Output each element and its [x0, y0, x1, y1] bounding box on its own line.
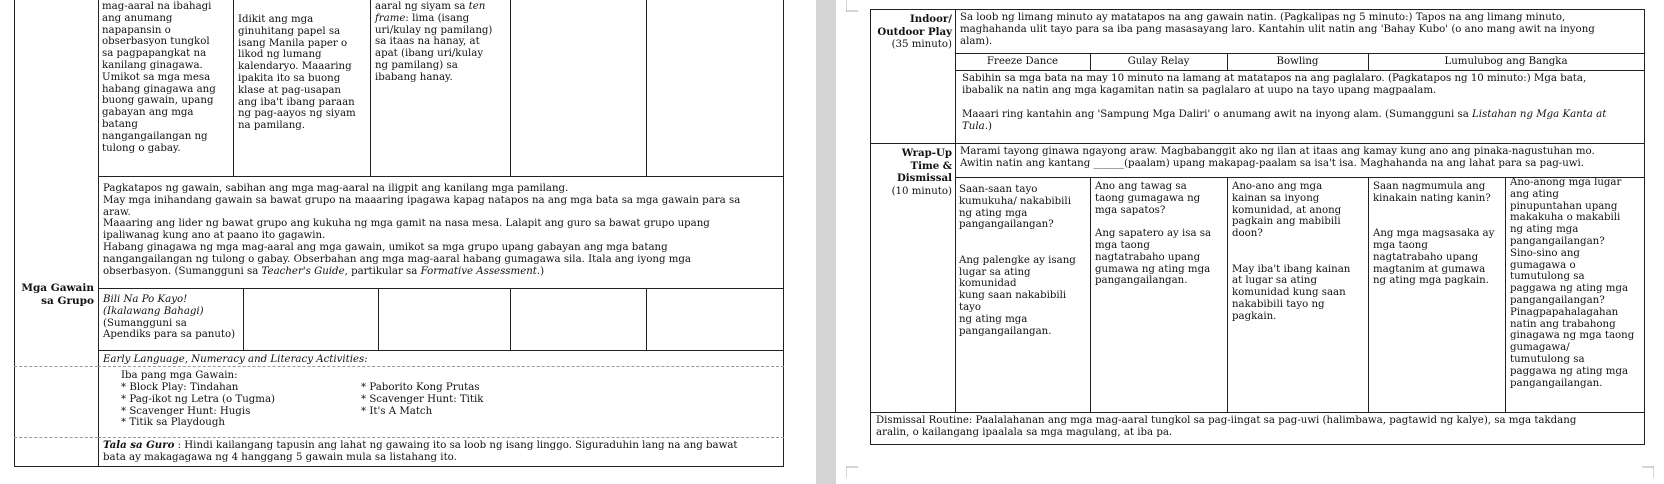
group-ref-teachers-guide: Teacher's Guide	[261, 265, 345, 277]
group-ref-mid: , partikular sa	[344, 265, 421, 277]
document-page-right	[836, 0, 1664, 484]
dashed-divider	[14, 366, 98, 367]
page-corner-mark	[1642, 466, 1654, 478]
col-divider	[233, 0, 234, 176]
col-divider	[370, 0, 371, 176]
wrap-intro-2b: (paalam) upang makapag-paalam sa isa't isa. Maghahanda na ang lahat para sa pag-uwi.	[1124, 158, 1585, 169]
row-divider	[955, 53, 1645, 54]
dashed-divider	[14, 437, 98, 438]
group-instructions	[103, 183, 781, 277]
wrap-intro-blank: ______	[1093, 158, 1125, 169]
group-instructions-body: Pagkatapos ng gawain, sabihan ang mga mag-aaral na iligpit ang kanilang mga pamilang. May mga inihandang gawain sa bawat grupo na maaaring ipagawa kapag natapos na ang mga bata sa mga gawain para sa araw. Maaaring ang lider ng bawat grupo ang kukuha ng mga gamit na nasa mesa. Lalapit ang guro sa bawat grupo upang ipaliwanag kung ano at paano ito gagawin. Habang ginagawa ng mga mag-aaral ang mga gawain, umikot sa mga grupo upang gabayan ang mga batang nangangailangan ng tulong o gabay. Obserbahan ang mga mag-aaral habang gumagawa sila. Itala ang iyong mga	[103, 183, 741, 265]
activity-item: * Pag-ikot ng Letra (o Tugma)	[121, 393, 275, 405]
col-divider	[646, 288, 647, 350]
song-instructions	[962, 109, 1642, 133]
table-border-left	[870, 9, 871, 445]
group-ref-formative: Formative Assessment	[420, 265, 537, 277]
table-border-right	[1644, 9, 1645, 445]
table-border-bottom	[14, 466, 784, 467]
group-ref-prefix: obserbasyon. (Sumangguni sa	[103, 265, 262, 277]
wrap-up-time: (10 minuto)	[891, 186, 952, 197]
question-cell-2: Ano ang tawag sa taong gumagawa ng mga sapatos? Ang sapatero ay isa sa mga taong nagtatrabaho upang gumawa ng ating mga pangangailangan.	[1095, 181, 1212, 287]
top-row-col3-text	[375, 1, 509, 84]
game-bowling: Bowling	[1276, 56, 1319, 67]
table-border-right	[783, 0, 784, 467]
row-divider	[870, 143, 1645, 144]
indoor-outdoor-label: Indoor/ Outdoor Play	[877, 13, 952, 38]
table-border-left	[14, 0, 15, 467]
table-border-bottom	[870, 444, 1645, 445]
col-divider	[1227, 177, 1228, 412]
dashed-divider	[98, 437, 784, 438]
activity-item: * Scavenger Hunt: Titik	[361, 393, 484, 405]
activity-item: * Block Play: Tindahan	[121, 382, 239, 393]
col-divider	[1090, 177, 1091, 412]
col-divider	[1505, 177, 1506, 412]
wrap-intro-1: Marami tayong ginawa ngayong araw. Magbabanggit ako ng ilan at itaas ang kamay kung ano ang pinaka-nagustuhan mo.	[960, 146, 1595, 157]
row-divider	[98, 350, 784, 351]
game-instructions: Sabihin sa mga bata na may 10 minuto na lamang at matatapos na ang paglalaro. (Pagkatapos ng 10 minuto:) Mga bata, ibabalik na natin ang mga kagamitan natin sa paglalaro at uupo na tayo upang magpaalam.	[962, 73, 1587, 96]
row-divider	[98, 288, 784, 289]
group-ref-suffix: .)	[536, 265, 545, 277]
col3-ten-frame: ten frame	[375, 1, 486, 24]
activity-item: * Scavenger Hunt: Hugis	[121, 405, 251, 417]
activity-item: * Titik sa Playdough	[121, 417, 225, 429]
page-corner-mark	[846, 466, 858, 478]
col-divider	[646, 0, 647, 176]
label-column-divider	[98, 0, 99, 467]
game-lumulubog: Lumulubog ang Bangka	[1444, 56, 1568, 67]
section-label-mga-gawain: Mga Gawain sa Grupo	[21, 282, 94, 307]
page-corner-mark	[846, 0, 858, 12]
activities-left-list	[121, 382, 351, 429]
row-divider	[98, 176, 784, 177]
game-freeze-dance: Freeze Dance	[986, 56, 1059, 67]
song-reference: Listahan ng Mga Kanta at Tula	[962, 109, 1607, 132]
top-row-col1-text: mag-aaral na ibahagi ang anumang napapansin o obserbasyon tungkol sa pagpapangkat na kanilang ginagawa. Umikot sa mga mesa habang ginagawa ang buong gawain, upang gabayan ang mga batang nangangailangan ng tulong o gabay.	[102, 1, 216, 154]
col-divider	[243, 288, 244, 350]
col-divider	[1368, 177, 1369, 412]
col-divider	[510, 288, 511, 350]
bili-ref: (Sumangguni sa Apendiks para sa panuto)	[103, 317, 236, 341]
top-row-col2-text: Idikit ang mga ginuhitang papel sa isang Manila paper o likod ng lumang kalendaryo. Maaaring ipakita ito sa buong klase at pag-usapan ang iba't ibang paraan ng pag-aayos ng siyam na pamilang.	[238, 14, 356, 132]
wrap-up-label: Wrap-Up Time & Dismissal	[896, 147, 952, 184]
indoor-outdoor-time: (35 minuto)	[891, 39, 952, 50]
col3-text-a: aaral ng siyam sa	[375, 1, 469, 12]
game-gulay-relay: Gulay Relay	[1127, 56, 1190, 67]
song-prefix: Maaari ring kantahin ang 'Sampung Mga Daliri' o anumang awit na inyong alam. (Sumangguni sa	[962, 109, 1473, 120]
question-cell-1: Saan-saan tayo kumukuha/ nakabibili ng ating mga pangangailangan? Ang palengke ay isang lugar sa ating komunidad kung saan nakabibili tayo ng ating mga pangangailangan.	[959, 184, 1076, 337]
table-border-top	[870, 9, 1645, 10]
row-divider	[955, 70, 1645, 71]
row-divider	[870, 412, 1645, 413]
other-activities-title: Iba pang mga Gawain:	[121, 370, 238, 381]
song-suffix: .)	[984, 120, 992, 132]
indoor-text: Sa loob ng limang minuto ay matatapos na ang gawain natin. (Pagkalipas ng 5 minuto:) Tapos na ang limang minuto, maghahanda ulit tayo para sa iba pang masasayang laro. Kantahin ulit natin ang 'Bahay Kubo' (o ano mang awit na inyong alam).	[960, 12, 1595, 47]
tala-text: : Hindi kailangang tapusin ang lahat ng gawaing ito sa loob ng isang linggo. Siguraduhin lang na ang bawat bata ay makagagawa ng 4 hanggang 5 gawain mula sa listahang ito.	[103, 440, 738, 463]
wrap-intro-2	[960, 158, 1643, 170]
document-page-left	[0, 0, 816, 484]
activity-item: * Paborito Kong Prutas	[361, 382, 480, 393]
col-divider	[378, 288, 379, 350]
dashed-divider	[98, 366, 784, 367]
col3-text-b: : lima (isang uri/kulay ng pamilang) sa itaas na hanay, at apat (ibang uri/kulay ng pamilang) sa ibabang hanay.	[375, 12, 493, 83]
question-cell-5: Ano-anong mga lugar ang ating pinupuntahan upang makakuha o makabili ng ating mga pangangailangan? Sino-sino ang gumagawa o tumutulong sa paggawa ng ating mga pangangailangan? Pinagpapahalagahan natin ang trabahong ginagawa ng mga taong gumagawa/ tumutulong sa paggawa ng ating mga pangangailangan.	[1510, 177, 1635, 389]
early-language-heading: Early Language, Numeracy and Literacy Activities:	[103, 354, 368, 365]
activity-item: * It's A Match	[361, 405, 433, 417]
tala-sa-guro	[103, 440, 781, 464]
question-cell-3: Ano-ano ang mga kainan sa inyong komunidad, at anong pagkain ang mabibili doon? May iba't ibang kainan at lugar sa ating komunidad kung saan nakabibili tayo ng pagkain.	[1232, 181, 1351, 322]
wrap-intro-2a: Awitin natin ang kantang	[960, 158, 1094, 169]
question-cell-4: Saan nagmumula ang kinakain nating kanin? Ang mga magsasaka ay mga taong nagtatrabaho upang magtanim at gumawa ng ating mga pagkain.	[1373, 181, 1495, 287]
bili-cell	[103, 294, 243, 341]
page-gap	[816, 0, 836, 484]
activities-right-list	[361, 382, 591, 417]
dismissal-routine: Dismissal Routine: Paalalahanan ang mga mag-aaral tungkol sa pag-iingat sa pag-uwi (halimbawa, pagtawid ng kalye), sa mga takdang aralin, o kailangang ipaalala sa mga magulang, at iba pa.	[876, 415, 1577, 438]
tala-label: Tala sa Guro	[103, 439, 175, 451]
col-divider	[510, 0, 511, 176]
bili-title: Bili Na Po Kayo! (Ikalawang Bahagi)	[103, 294, 204, 317]
